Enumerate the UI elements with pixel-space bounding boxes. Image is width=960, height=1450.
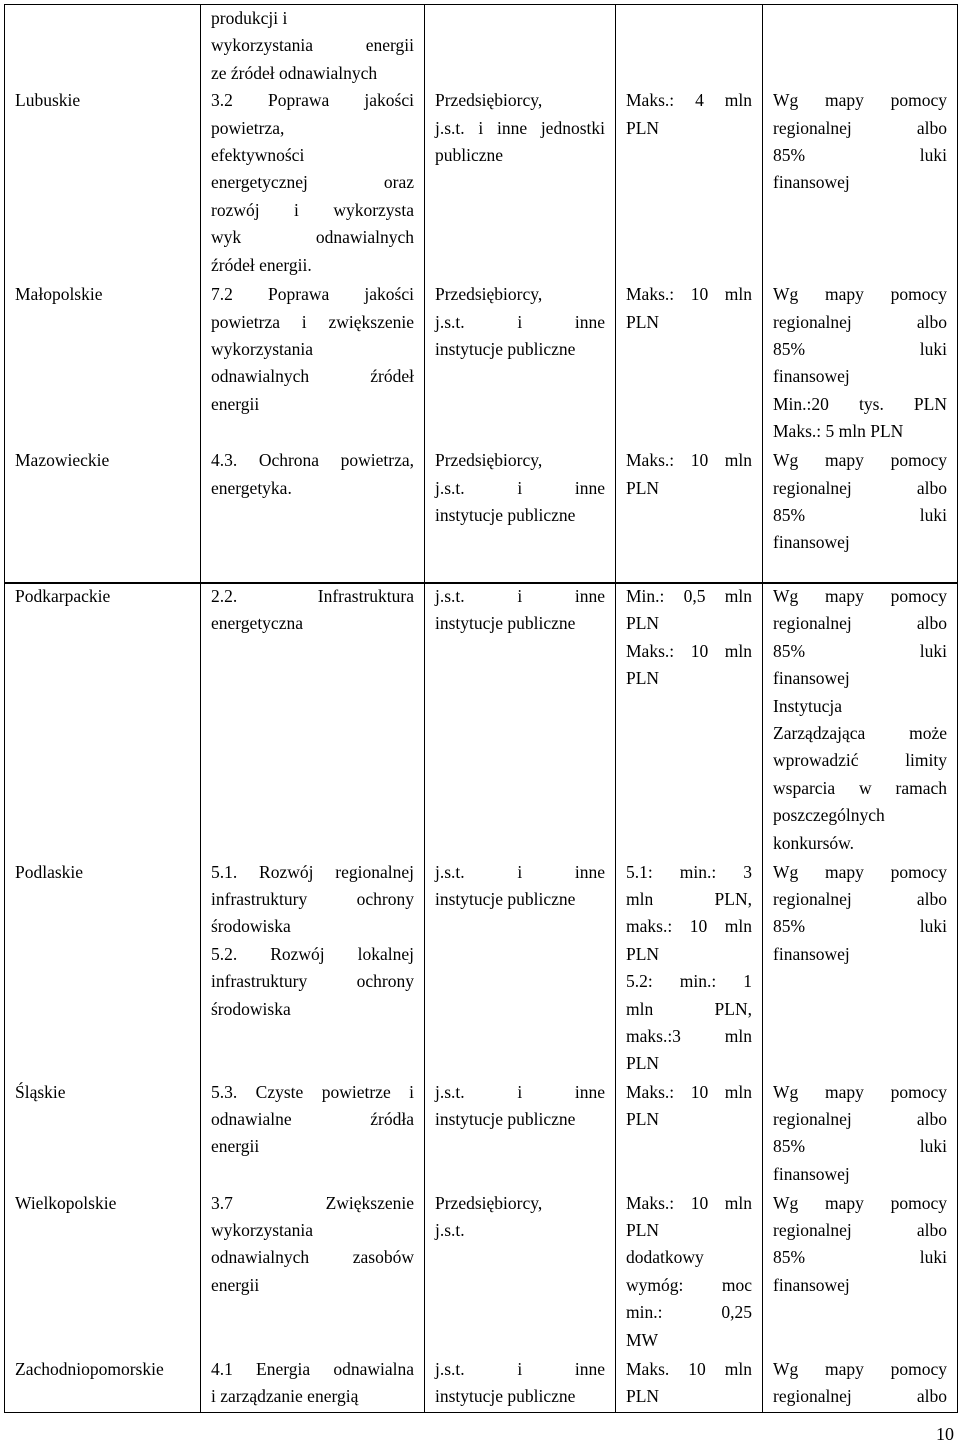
beneficiaries-line: j.s.t. i inne bbox=[435, 1081, 605, 1102]
measure-line: i zarządzanie energią bbox=[211, 1385, 359, 1406]
measure-cell bbox=[201, 1190, 425, 1356]
region-name: Podkarpackie bbox=[15, 586, 111, 606]
aid-cell bbox=[763, 87, 958, 281]
aid-line: poszczególnych bbox=[773, 805, 885, 826]
region-cell bbox=[5, 447, 201, 583]
measure-cell bbox=[201, 5, 425, 88]
amount-cell bbox=[616, 1079, 763, 1190]
amount-line: PLN bbox=[626, 613, 660, 634]
beneficiaries-cell bbox=[425, 1356, 616, 1413]
beneficiaries-line: instytucje publiczne bbox=[435, 1385, 576, 1406]
aid-line: Wg mapy pomocy bbox=[773, 1358, 947, 1379]
measure-line: źródeł energii. bbox=[211, 254, 312, 275]
amount-line: 5.1: min.: 3 bbox=[626, 861, 752, 882]
amount-line: PLN bbox=[626, 1108, 660, 1129]
beneficiaries-line: Przedsiębiorcy, bbox=[435, 90, 543, 111]
table-row bbox=[5, 5, 958, 88]
aid-line: regionalnej albo bbox=[773, 613, 947, 634]
amount-cell bbox=[616, 859, 763, 1079]
beneficiaries-cell bbox=[425, 281, 616, 447]
beneficiaries-line: instytucje publiczne bbox=[435, 888, 576, 909]
measure-cell bbox=[201, 583, 425, 859]
amount-line: PLN bbox=[626, 668, 660, 689]
amount-line: PLN bbox=[626, 1053, 660, 1074]
aid-line: finansowej bbox=[773, 668, 850, 689]
measure-line: odnawialne źródła bbox=[211, 1108, 414, 1129]
amount-line: PLN bbox=[626, 943, 660, 964]
aid-line: 85% luki bbox=[773, 145, 947, 166]
aid-line: wprowadzić limity bbox=[773, 750, 947, 771]
beneficiaries-cell bbox=[425, 859, 616, 1079]
amount-line: PLN bbox=[626, 311, 660, 332]
amount-line: mln PLN, bbox=[626, 998, 752, 1019]
table-row bbox=[5, 281, 958, 447]
amount-line: PLN bbox=[626, 477, 660, 498]
aid-line: finansowej bbox=[773, 943, 850, 964]
region-name: Śląskie bbox=[15, 1081, 66, 1102]
measure-line: 3.7 Zwiększenie bbox=[211, 1192, 414, 1213]
measure-line: środowiska bbox=[211, 998, 291, 1019]
aid-line: Wg mapy pomocy bbox=[773, 861, 947, 882]
region-cell bbox=[5, 1079, 201, 1190]
beneficiaries-cell bbox=[425, 1190, 616, 1356]
measure-cell bbox=[201, 281, 425, 447]
measure-line: produkcji i bbox=[211, 8, 288, 28]
aid-line: Wg mapy pomocy bbox=[773, 284, 947, 305]
aid-line: finansowej bbox=[773, 366, 850, 387]
aid-line: finansowej bbox=[773, 532, 850, 553]
region-cell bbox=[5, 1356, 201, 1413]
amount-line: PLN bbox=[626, 117, 660, 138]
beneficiaries-line: instytucje publiczne bbox=[435, 505, 576, 526]
amount-cell bbox=[616, 281, 763, 447]
beneficiaries-line: j.s.t. i inne bbox=[435, 1358, 605, 1379]
aid-line: 85% luki bbox=[773, 505, 947, 526]
measure-line: 2.2. Infrastruktura bbox=[211, 586, 414, 606]
measure-cell bbox=[201, 447, 425, 583]
amount-line: maks.: 10 mln bbox=[626, 916, 752, 937]
measure-line: wyk odnawialnych bbox=[211, 227, 414, 248]
amount-line: MW bbox=[626, 1329, 659, 1350]
measure-line: 5.2. Rozwój lokalnej bbox=[211, 943, 414, 964]
aid-line: regionalnej albo bbox=[773, 1219, 947, 1240]
region-name: Wielkopolskie bbox=[15, 1192, 117, 1213]
aid-line: Zarządzająca może bbox=[773, 723, 947, 744]
measure-line: efektywności bbox=[211, 145, 305, 166]
measure-cell bbox=[201, 87, 425, 281]
aid-line: Maks.: 5 mln PLN bbox=[773, 421, 904, 442]
region-name: Lubuskie bbox=[15, 90, 81, 111]
aid-line: Min.:20 tys. PLN bbox=[773, 393, 947, 414]
amount-line: dodatkowy bbox=[626, 1247, 704, 1268]
table-row bbox=[5, 1079, 958, 1190]
funding-table-bottom bbox=[4, 582, 958, 1413]
amount-line: PLN bbox=[626, 1385, 660, 1406]
aid-line: Wg mapy pomocy bbox=[773, 90, 947, 111]
aid-line: 85% luki bbox=[773, 1136, 947, 1157]
aid-line: 85% luki bbox=[773, 339, 947, 360]
amount-line: Maks.: 10 mln bbox=[626, 450, 752, 471]
measure-line: 7.2 Poprawa jakości bbox=[211, 284, 414, 305]
region-cell bbox=[5, 281, 201, 447]
amount-line: mln PLN, bbox=[626, 888, 752, 909]
aid-line: regionalnej albo bbox=[773, 1108, 947, 1129]
beneficiaries-line: j.s.t. i inne jednostki bbox=[435, 117, 605, 138]
aid-line: finansowej bbox=[773, 1163, 850, 1184]
amount-cell bbox=[616, 1190, 763, 1356]
amount-cell bbox=[616, 5, 763, 88]
region-name: Zachodniopomorskie bbox=[15, 1358, 164, 1379]
funding-table-top bbox=[4, 4, 958, 584]
beneficiaries-line: Przedsiębiorcy, bbox=[435, 450, 543, 471]
measure-line: energii bbox=[211, 1274, 260, 1295]
beneficiaries-cell bbox=[425, 447, 616, 583]
aid-cell bbox=[763, 281, 958, 447]
table-row bbox=[5, 87, 958, 281]
beneficiaries-cell bbox=[425, 583, 616, 859]
aid-line: 85% luki bbox=[773, 916, 947, 937]
amount-line: maks.:3 mln bbox=[626, 1025, 752, 1046]
measure-line: powietrza i zwiększenie bbox=[211, 311, 414, 332]
measure-line: energetycznej oraz bbox=[211, 172, 414, 193]
measure-line: środowiska bbox=[211, 916, 291, 937]
aid-cell bbox=[763, 5, 958, 88]
amount-line: Maks.: 10 mln bbox=[626, 640, 752, 661]
amount-line: Min.: 0,5 mln bbox=[626, 586, 752, 606]
table-row bbox=[5, 1356, 958, 1413]
beneficiaries-cell bbox=[425, 5, 616, 88]
aid-line: finansowej bbox=[773, 1274, 850, 1295]
aid-line: regionalnej albo bbox=[773, 888, 947, 909]
amount-cell bbox=[616, 447, 763, 583]
amount-line: Maks.: 10 mln bbox=[626, 284, 752, 305]
aid-line: konkursów. bbox=[773, 832, 855, 853]
amount-cell bbox=[616, 87, 763, 281]
amount-line: Maks.: 4 mln bbox=[626, 90, 752, 111]
measure-line: energetyka. bbox=[211, 477, 292, 498]
region-cell bbox=[5, 5, 201, 88]
region-name: Małopolskie bbox=[15, 284, 103, 305]
aid-line: wsparcia w ramach bbox=[773, 777, 947, 798]
measure-line: wykorzystania bbox=[211, 1219, 314, 1240]
beneficiaries-line: Przedsiębiorcy, bbox=[435, 284, 543, 305]
region-cell bbox=[5, 1190, 201, 1356]
measure-line: odnawialnych źródeł bbox=[211, 366, 414, 387]
amount-line: Maks.: 10 mln bbox=[626, 1081, 752, 1102]
aid-line: Wg mapy pomocy bbox=[773, 1192, 947, 1213]
aid-cell bbox=[763, 859, 958, 1079]
measure-line: 4.1 Energia odnawialna bbox=[211, 1358, 414, 1379]
aid-line: 85% luki bbox=[773, 640, 947, 661]
aid-cell bbox=[763, 447, 958, 583]
aid-cell bbox=[763, 583, 958, 859]
aid-line: Wg mapy pomocy bbox=[773, 450, 947, 471]
measure-line: wykorzystania energii bbox=[211, 35, 414, 56]
beneficiaries-cell bbox=[425, 1079, 616, 1190]
aid-line: Wg mapy pomocy bbox=[773, 586, 947, 606]
amount-line: wymóg: moc bbox=[626, 1274, 752, 1295]
measure-line: energetyczna bbox=[211, 613, 303, 634]
measure-line: ze źródeł odnawialnych bbox=[211, 62, 378, 83]
beneficiaries-line: j.s.t. i inne bbox=[435, 311, 605, 332]
aid-line: Wg mapy pomocy bbox=[773, 1081, 947, 1102]
measure-line: infrastruktury ochrony bbox=[211, 888, 414, 909]
table-row bbox=[5, 583, 958, 859]
aid-line: regionalnej albo bbox=[773, 477, 947, 498]
aid-line: Instytucja bbox=[773, 695, 843, 716]
beneficiaries-line: j.s.t. i inne bbox=[435, 861, 605, 882]
beneficiaries-line: j.s.t. i inne bbox=[435, 477, 605, 498]
amount-line: Maks.: 10 mln bbox=[626, 1192, 752, 1213]
beneficiaries-line: Przedsiębiorcy, bbox=[435, 1192, 543, 1213]
beneficiaries-line: instytucje publiczne bbox=[435, 1108, 576, 1129]
aid-line: regionalnej albo bbox=[773, 311, 947, 332]
aid-cell bbox=[763, 1079, 958, 1190]
region-cell bbox=[5, 583, 201, 859]
aid-line: regionalnej albo bbox=[773, 117, 947, 138]
measure-line: powietrza, bbox=[211, 117, 285, 138]
aid-cell bbox=[763, 1190, 958, 1356]
measure-line: 3.2 Poprawa jakości bbox=[211, 90, 414, 111]
table-row bbox=[5, 859, 958, 1079]
measure-cell bbox=[201, 1079, 425, 1190]
measure-cell bbox=[201, 859, 425, 1079]
measure-line: odnawialnych zasobów bbox=[211, 1247, 414, 1268]
table-row bbox=[5, 1190, 958, 1356]
region-name: Podlaskie bbox=[15, 861, 84, 882]
amount-line: PLN bbox=[626, 1219, 660, 1240]
measure-line: rozwój i wykorzysta bbox=[211, 199, 414, 220]
measure-line: energii bbox=[211, 393, 260, 414]
region-cell bbox=[5, 87, 201, 281]
page-number: 10 bbox=[936, 1424, 954, 1444]
beneficiaries-line: j.s.t. i inne bbox=[435, 586, 605, 606]
aid-line: finansowej bbox=[773, 172, 850, 193]
measure-line: 4.3. Ochrona powietrza, bbox=[211, 450, 414, 471]
measure-line: 5.1. Rozwój regionalnej bbox=[211, 861, 414, 882]
amount-cell bbox=[616, 583, 763, 859]
beneficiaries-line: instytucje publiczne bbox=[435, 613, 576, 634]
beneficiaries-line: j.s.t. bbox=[435, 1219, 465, 1240]
beneficiaries-line: publiczne bbox=[435, 145, 504, 166]
amount-cell bbox=[616, 1356, 763, 1413]
measure-line: 5.3. Czyste powietrze i bbox=[211, 1081, 414, 1102]
amount-line: 5.2: min.: 1 bbox=[626, 971, 752, 992]
measure-line: wykorzystania bbox=[211, 339, 314, 360]
measure-cell bbox=[201, 1356, 425, 1413]
amount-line: min.: 0,25 bbox=[626, 1302, 752, 1323]
beneficiaries-line: instytucje publiczne bbox=[435, 339, 576, 360]
beneficiaries-cell bbox=[425, 87, 616, 281]
region-cell bbox=[5, 859, 201, 1079]
aid-cell bbox=[763, 1356, 958, 1413]
table-row bbox=[5, 447, 958, 583]
aid-line: 85% luki bbox=[773, 1247, 947, 1268]
amount-line: Maks. 10 mln bbox=[626, 1358, 752, 1379]
region-name: Mazowieckie bbox=[15, 450, 110, 471]
aid-line: regionalnej albo bbox=[773, 1385, 947, 1406]
measure-line: energii bbox=[211, 1136, 260, 1157]
measure-line: infrastruktury ochrony bbox=[211, 971, 414, 992]
